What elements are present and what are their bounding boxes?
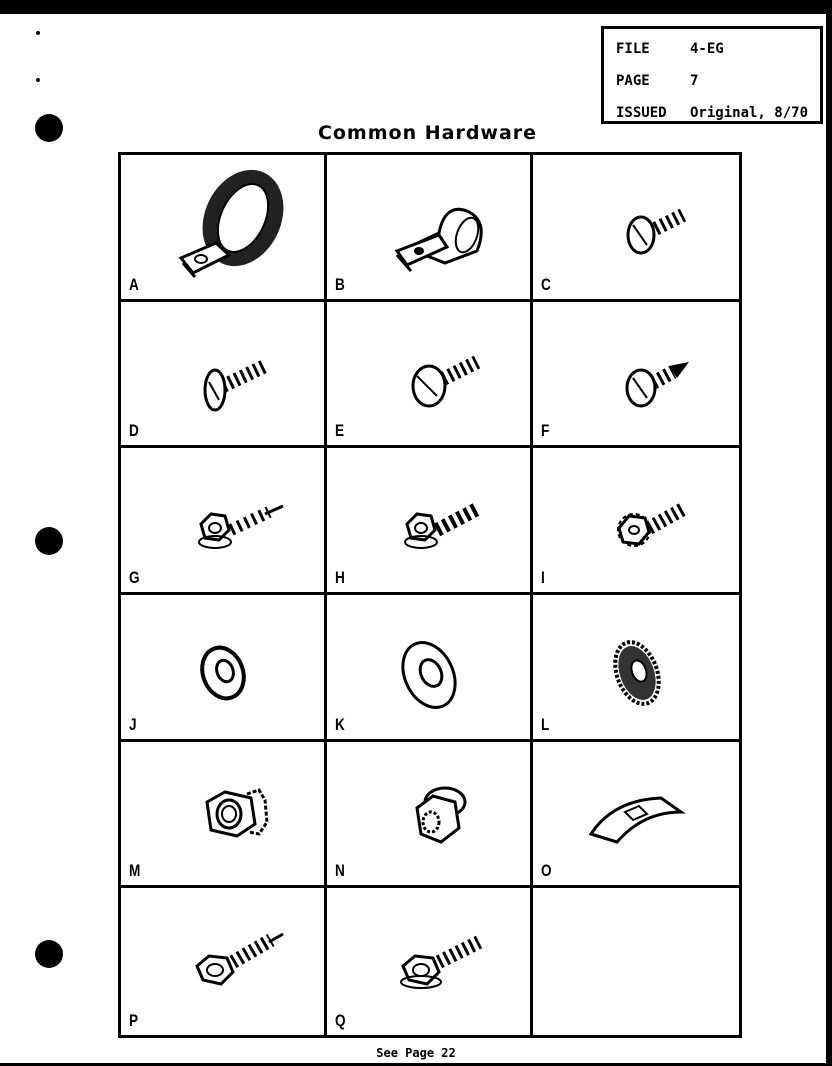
punch-hole <box>35 527 63 555</box>
issued-label: ISSUED <box>616 105 667 121</box>
part-letter: B <box>335 274 345 294</box>
cushioned-clamp-icon <box>161 163 291 283</box>
part-cell-j <box>121 595 327 742</box>
part-cell-d <box>121 302 327 449</box>
part-cell-o <box>533 742 739 889</box>
lock-washer-icon <box>161 603 291 723</box>
empty-cell <box>533 888 739 1035</box>
part-letter: F <box>541 421 550 441</box>
pointed-screw-icon <box>573 310 703 430</box>
part-letter: C <box>541 274 551 294</box>
round-head-screw-icon <box>573 163 703 283</box>
part-letter: A <box>129 274 139 294</box>
part-letter: I <box>541 568 545 587</box>
footer-note: See Page 22 <box>376 1046 456 1060</box>
part-cell-q <box>327 888 533 1035</box>
part-letter: K <box>335 714 345 734</box>
part-cell-k <box>327 595 533 742</box>
part-cell-e <box>327 302 533 449</box>
part-letter: P <box>129 1011 139 1030</box>
part-letter: H <box>335 568 345 587</box>
part-cell-a <box>121 155 327 302</box>
part-cell-g <box>121 448 327 595</box>
flat-head-screw-icon <box>161 310 291 430</box>
page-title: Common Hardware <box>317 122 538 144</box>
file-value: 4-EG <box>690 41 724 57</box>
hex-washer-wood-screw-icon <box>161 456 291 576</box>
part-letter: G <box>129 568 140 587</box>
part-cell-m <box>121 742 327 889</box>
part-letter: J <box>129 714 137 734</box>
cable-clamp-icon <box>367 163 497 283</box>
part-cell-c <box>533 155 739 302</box>
hex-lock-washer-screw-icon <box>573 456 703 576</box>
speck <box>36 78 40 82</box>
part-letter: L <box>541 714 550 734</box>
right-border <box>826 0 832 1066</box>
hardware-grid <box>118 152 742 1038</box>
serrated-washer-icon <box>573 603 703 723</box>
flange-nut-icon <box>367 750 497 870</box>
hex-head-wood-screw-icon <box>161 896 291 1016</box>
hex-washer-thread-screw-icon <box>367 456 497 576</box>
part-cell-f <box>533 302 739 449</box>
hex-head-sheet-screw-icon <box>367 896 497 1016</box>
page-value: 7 <box>690 73 699 89</box>
oval-head-screw-icon <box>367 310 497 430</box>
part-letter: D <box>129 421 139 441</box>
part-cell-b <box>327 155 533 302</box>
part-letter: N <box>335 861 345 881</box>
issued-value: Original, 8/70 <box>690 105 809 121</box>
speed-clip-icon <box>573 750 703 870</box>
part-cell-i <box>533 448 739 595</box>
part-cell-n <box>327 742 533 889</box>
part-letter: Q <box>335 1011 346 1030</box>
file-label: FILE <box>616 41 650 57</box>
part-letter: E <box>335 421 345 441</box>
part-letter: O <box>541 861 552 881</box>
punch-hole <box>35 940 63 968</box>
part-cell-l <box>533 595 739 742</box>
part-letter: M <box>129 861 141 881</box>
flat-washer-icon <box>367 603 497 723</box>
part-cell-p <box>121 888 327 1035</box>
page-label: PAGE <box>616 73 650 89</box>
top-border <box>0 0 832 14</box>
file-info-box <box>601 26 823 124</box>
keps-nut-icon <box>161 750 291 870</box>
speck <box>36 31 40 35</box>
part-cell-h <box>327 448 533 595</box>
